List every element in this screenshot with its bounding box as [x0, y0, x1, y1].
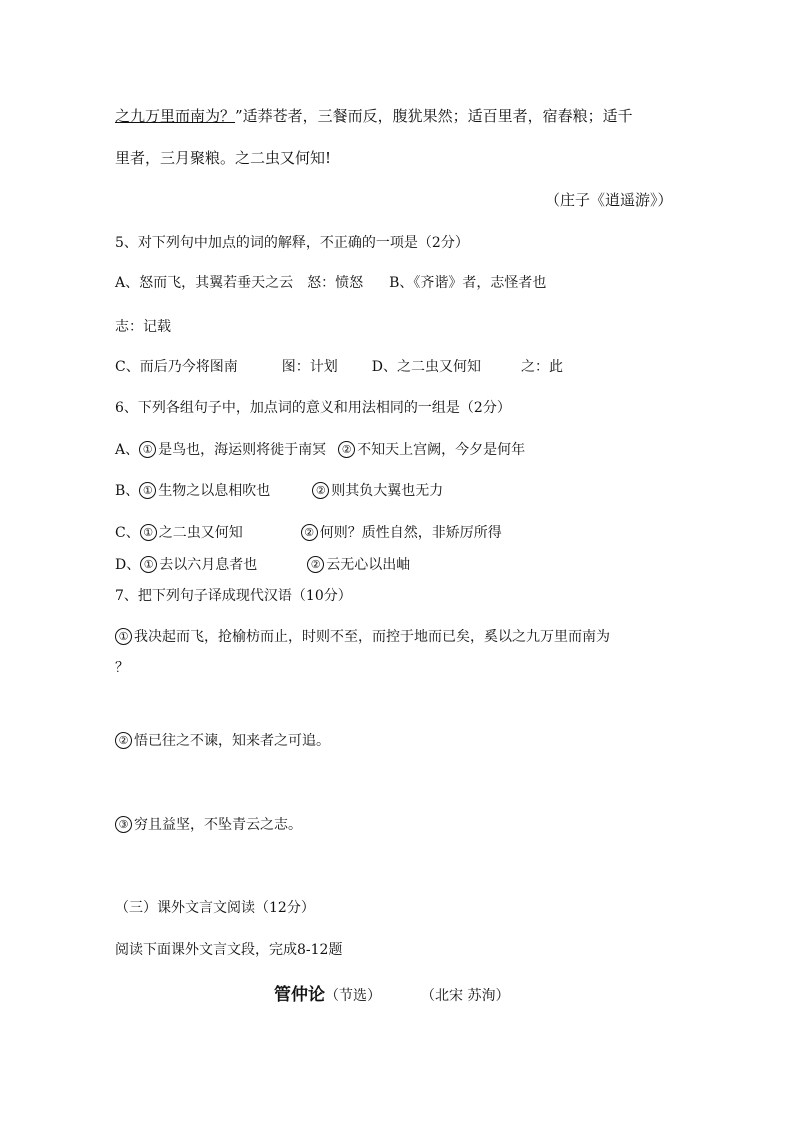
number-mark-1: ① [139, 482, 156, 499]
passage-author: （北宋 苏洵） [421, 988, 510, 1004]
question-5-stem: 5、对下列句中加点的词的解释，不正确的一项是（2分） [115, 235, 469, 251]
question-5-options-c-d: C、而后乃今将图南 图：计划 D、之二虫又何知 之：此 [115, 359, 563, 375]
passage-title: 管仲论（节选） （北宋 苏洵） [274, 985, 510, 1005]
number-mark-1: ① [139, 441, 156, 458]
section-3-heading: （三）课外文言文阅读（12分） [115, 900, 315, 916]
number-mark-2: ② [301, 524, 318, 541]
question-5-option-d: D、之二虫又何知 [371, 359, 481, 375]
question-5-option-c: C、而后乃今将图南 [115, 359, 238, 375]
number-mark-1: ① [140, 556, 157, 573]
passage-line-1: 之九万里而南为？”适莽苍者，三餐而反，腹犹果然；适百里者，宿舂粮；适千 [115, 107, 633, 125]
translate-sentence-2: ② 悟已往之不谏，知来者之可追。 [115, 731, 330, 751]
question-6-stem: 6、下列各组句子中，加点词的意义和用法相同的一组是（2分） [115, 400, 511, 416]
translate-sentence-3: ③ 穷且益坚，不坠青云之志。 [115, 815, 302, 835]
passage-source: （庄子《逍遥游》） [545, 191, 673, 209]
question-5-option-b-continued: 志：记载 [115, 319, 171, 335]
number-mark-2: ② [338, 441, 355, 458]
section-3-instruction: 阅读下面课外文言文段，完成8-12题 [115, 942, 343, 958]
question-5-option-a: A、怒而飞，其翼若垂天之云 怒：愤怒 B、《齐谐》者，志怪者也 [115, 275, 547, 291]
number-mark-3: ③ [115, 816, 132, 833]
question-6-option-a: A、 ① 是鸟也，海运则将徙于南冥 ② 不知天上宫阙，今夕是何年 [115, 442, 526, 458]
underlined-phrase: 之九万里而南为？ [115, 107, 236, 125]
translate-sentence-1: ① 我决起而飞，抢榆枋而止，时则不至，而控于地而已矣，奚以之九万里而南为 [115, 627, 610, 647]
question-6-option-b: B、 ① 生物之以息相吹也 ② 则其负大翼也无力 [115, 483, 444, 499]
number-mark-1: ① [115, 628, 132, 645]
number-mark-2: ② [312, 482, 329, 499]
question-6-option-d: D、 ① 去以六月息者也 ② 云无心以出岫 [115, 557, 411, 573]
question-6-option-c: C、 ① 之二虫又何知 ② 何则？质性自然，非矫厉所得 [115, 525, 502, 541]
question-7-stem: 7、把下列句子译成现代汉语（10分） [115, 588, 352, 604]
translate-sentence-1-continued: ？ [115, 660, 129, 676]
passage-line-2: 里者，三月聚粮。之二虫又何知! [115, 149, 332, 167]
number-mark-2: ② [115, 732, 132, 749]
number-mark-2: ② [307, 556, 324, 573]
number-mark-1: ① [140, 524, 157, 541]
question-5-option-b: B、《齐谐》者，志怪者也 [389, 275, 547, 291]
